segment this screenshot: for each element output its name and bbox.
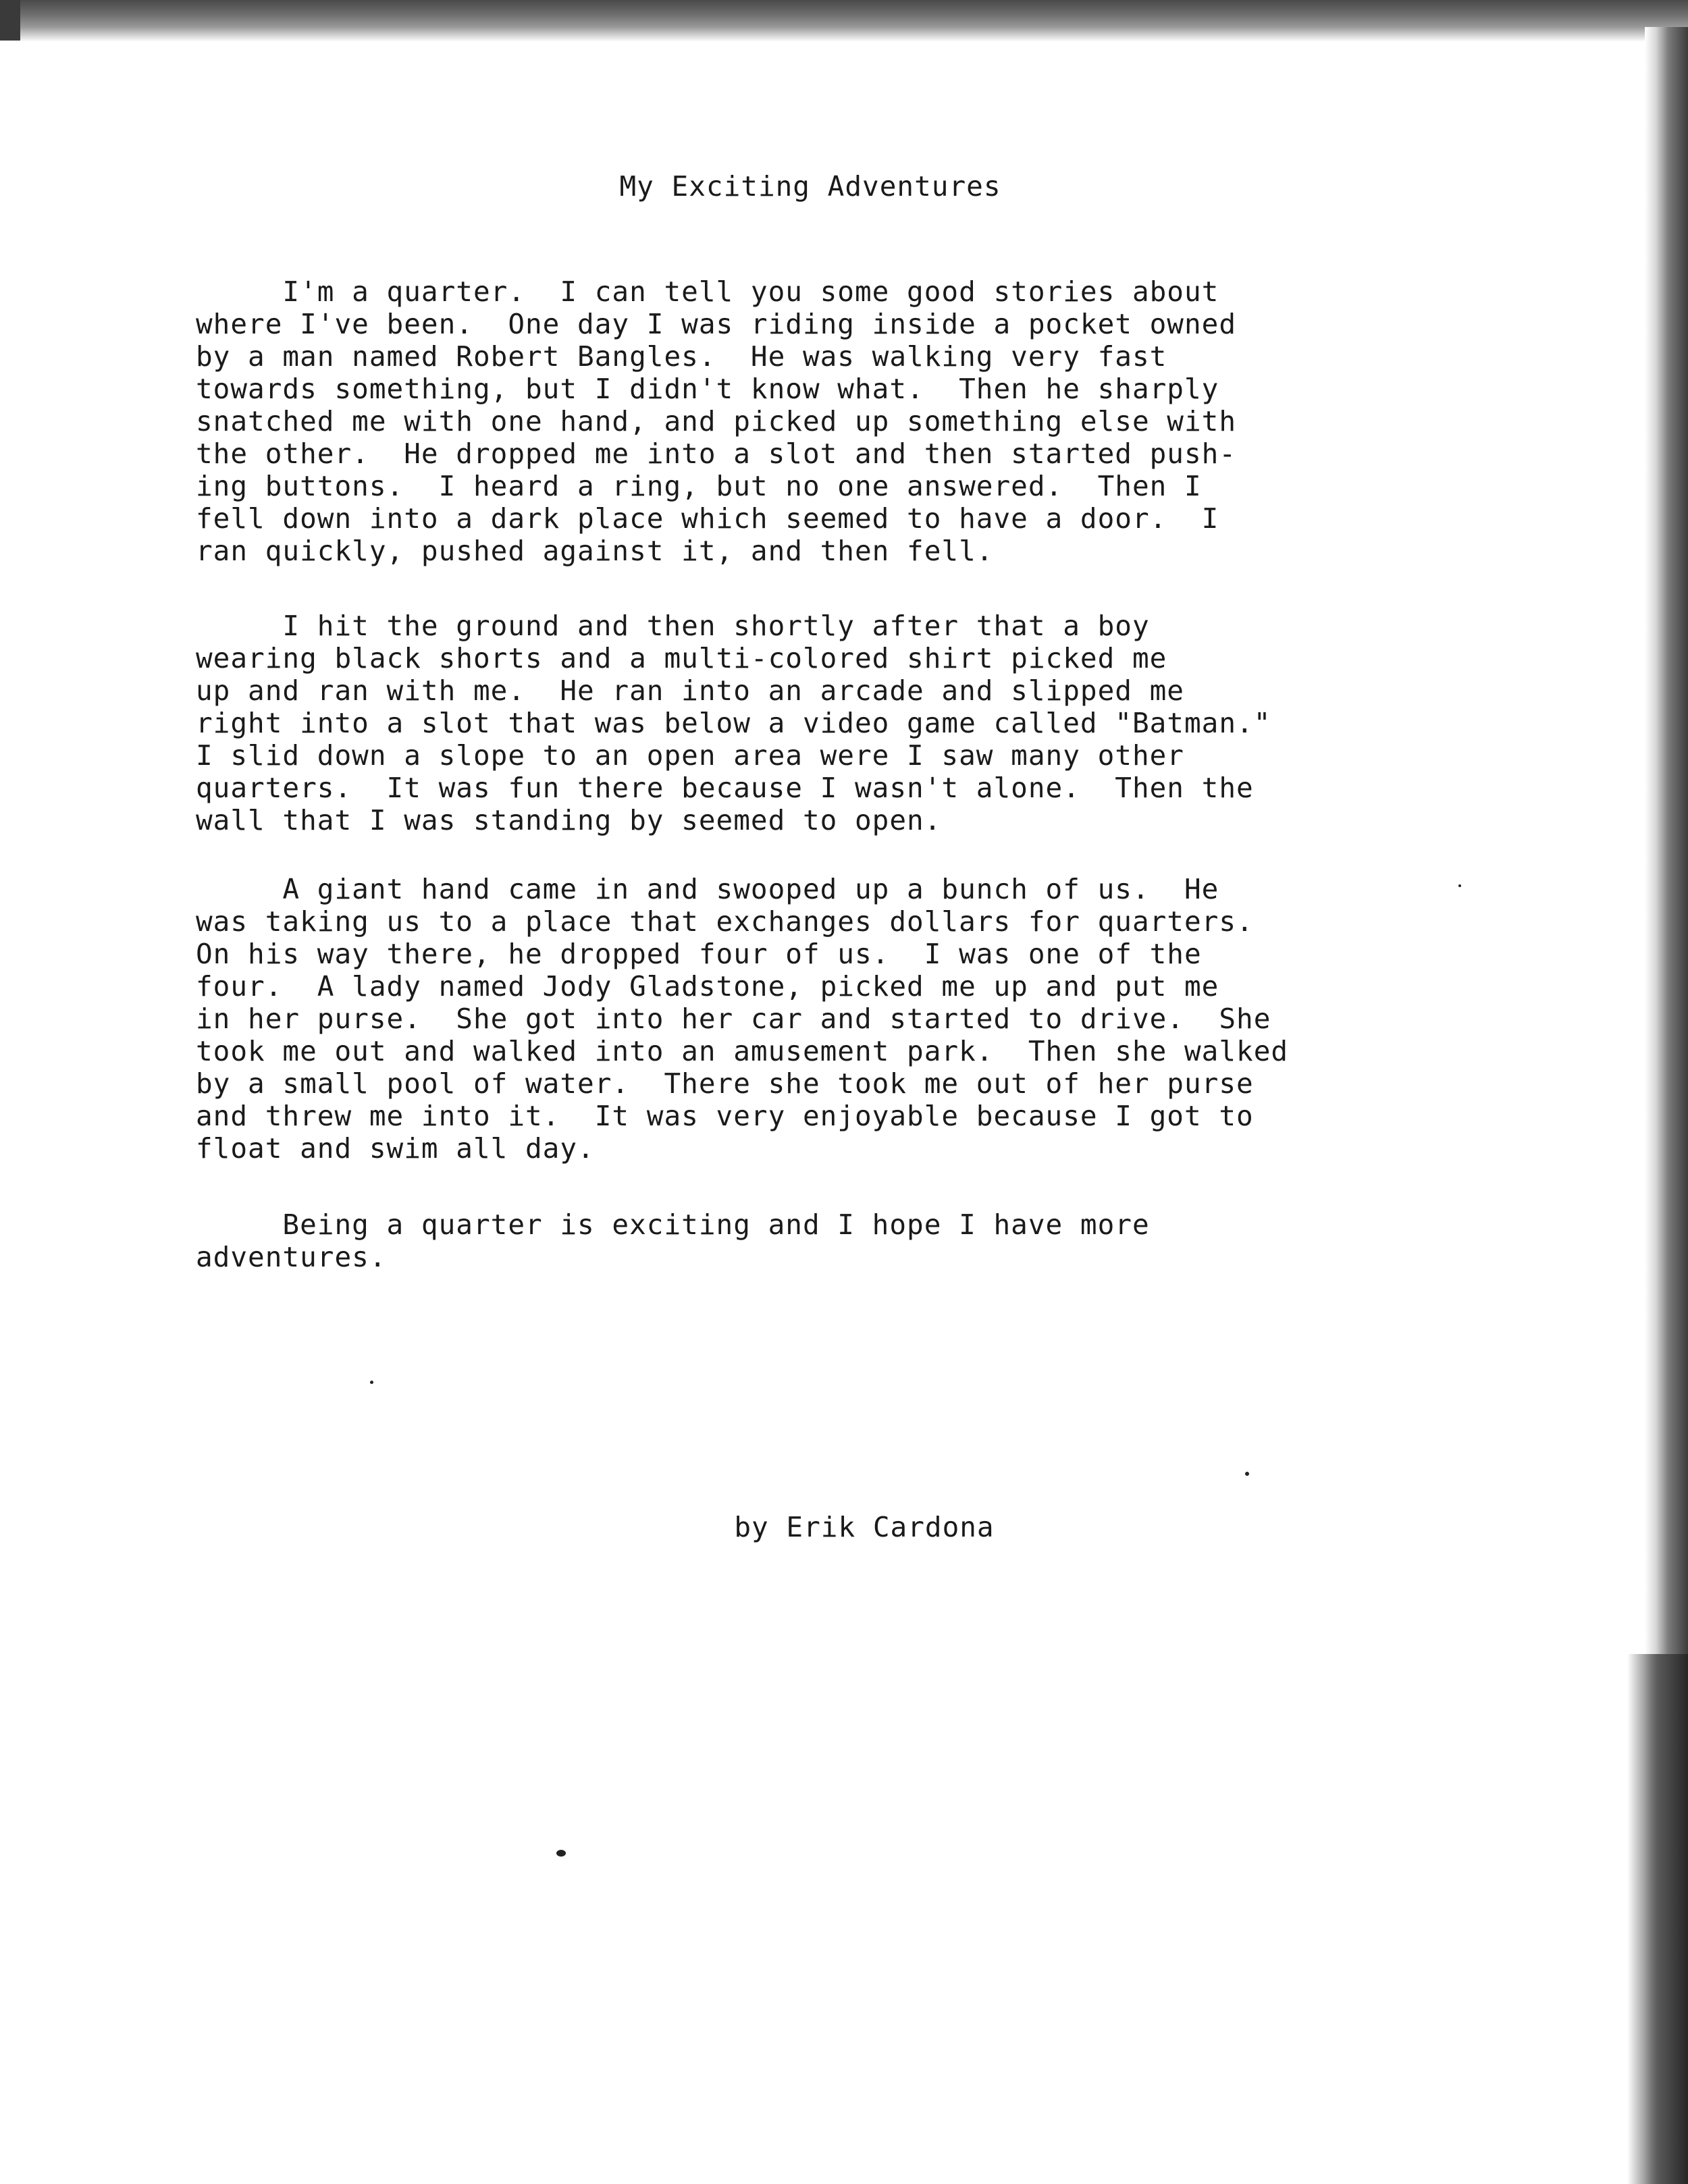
document-title: My Exciting Adventures	[619, 170, 1001, 203]
paragraph-2: I hit the ground and then shortly after that a boy wearing black shorts and a multi-colored shirt picked me up and ran with me. He ran into an arcade and slipped me right into a slot that was below a video game called "Batman." I slid down a slope to an open area were I saw many other quarters. It was fun there because I wasn't alone. Then the wall that I was standing by seemed to open.	[196, 610, 1271, 836]
paragraph-1: I'm a quarter. I can tell you some good stories about where I've been. One day I was riding inside a pocket owned by a man named Robert Bangles. He was walking very fast towards something, but I didn't know what. Then he sharply snatched me with one hand, and picked up something else with the other. He dropped me into a slot and then started push- ing buttons. I heard a ring, but no one answered. Then I fell down into a dark place which seemed to have a door. I ran quickly, pushed against it, and then fell.	[196, 275, 1237, 567]
paragraph-3: A giant hand came in and swooped up a bunch of us. He was taking us to a place that exchanges dollars for quarters. On his way there, he dropped four of us. I was one of the four. A lady named Jody Gladstone, picked me up and put me in her purse. She got into her car and started to drive. She took me out and walked into an amusement park. Then she walked by a small pool of water. There she took me out of her purse and threw me into it. It was very enjoyable because I got to float and swim all day.	[196, 873, 1289, 1165]
author-byline: by Erik Cardona	[734, 1511, 995, 1543]
paragraph-4: Being a quarter is exciting and I hope I have more adventures.	[196, 1208, 1150, 1273]
